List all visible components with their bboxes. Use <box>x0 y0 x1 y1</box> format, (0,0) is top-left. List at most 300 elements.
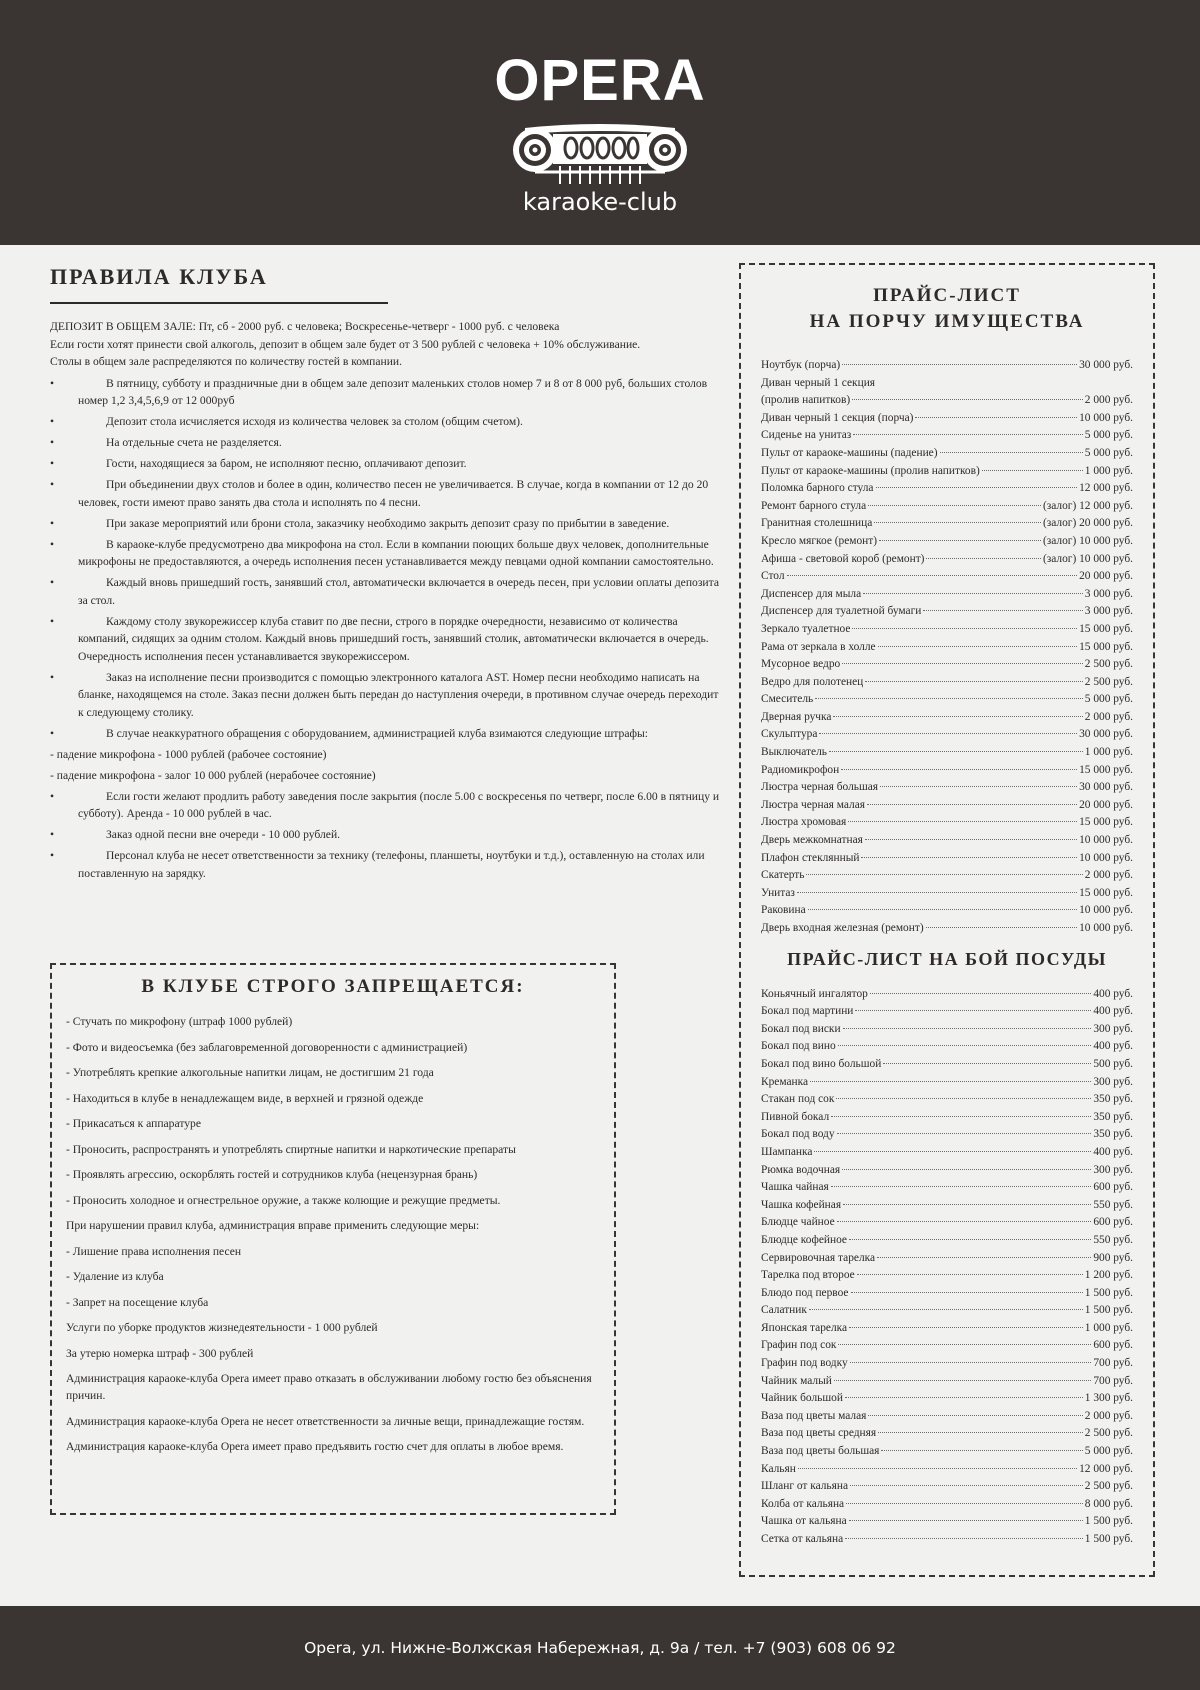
price-item-value: 1 200 руб. <box>1084 1269 1133 1282</box>
dot-leader <box>868 1415 1082 1416</box>
price-row <box>761 762 1133 780</box>
price-row <box>761 1038 1133 1056</box>
price-item-name: Бокал под вино большой <box>761 1057 882 1070</box>
price-row <box>761 639 1133 657</box>
rules-intro-line: Если гости хотят принести свой алкоголь, депозит в общем зале будет от 3 500 рублей с человека + 10% обслуживание. <box>50 337 641 351</box>
price-item-name: Плафон стеклянный <box>761 851 860 864</box>
price-item-value: 2 000 руб. <box>1084 1409 1133 1422</box>
dot-leader <box>926 927 1077 928</box>
price-item-name: Ремонт барного стула <box>761 499 867 512</box>
price-row <box>761 463 1133 481</box>
price-item-value: 400 руб. <box>1093 1040 1133 1053</box>
price-item-value: 400 руб. <box>1093 1005 1133 1018</box>
price-item-name: Рама от зеркала в холле <box>761 640 876 653</box>
dot-leader <box>868 505 1041 506</box>
dot-leader <box>855 1010 1091 1011</box>
price-row <box>761 691 1133 709</box>
dot-leader <box>851 1292 1083 1293</box>
price-item-value: 2 000 руб. <box>1084 394 1133 407</box>
price-row <box>761 1355 1133 1373</box>
dot-leader <box>881 1450 1082 1451</box>
price-item-name: Ведро для полотенец <box>761 675 864 688</box>
price-item-value: 500 руб. <box>1093 1057 1133 1070</box>
dot-leader <box>808 909 1077 910</box>
prohibited-item: - Запрет на посещение клуба <box>66 1295 209 1309</box>
price-item-value: 400 руб. <box>1093 987 1133 1000</box>
price-row <box>761 867 1133 885</box>
price-item-value: 15 000 руб. <box>1079 622 1133 635</box>
price-item-value: 600 руб. <box>1093 1216 1133 1229</box>
price-item-value: 30 000 руб. <box>1079 359 1133 371</box>
price-item-name: Скульптура <box>761 728 818 741</box>
dot-leader <box>883 1063 1091 1064</box>
dot-leader <box>845 1538 1083 1539</box>
dot-leader <box>819 733 1077 734</box>
price-row <box>761 375 1133 393</box>
price-row <box>761 1531 1133 1549</box>
price-item-name: Поломка барного стула <box>761 482 874 495</box>
prohibited-item: Администрация караоке-клуба Opera не несет ответственности за личные вещи, принадлежащие гостям. <box>66 1414 585 1428</box>
price-row <box>761 410 1133 428</box>
rules-list <box>50 375 720 883</box>
fine-item: - падение микрофона - залог 10 000 рублей (нерабочее состояние) <box>50 768 376 782</box>
price-row <box>761 1267 1133 1285</box>
price-row <box>761 1074 1133 1092</box>
prohibited-item: - Стучать по микрофону (штраф 1000 рублей) <box>66 1015 293 1028</box>
dot-leader <box>842 364 1077 365</box>
price-row <box>761 726 1133 744</box>
price-item-name: Пульт от караоке-машины (пролив напитков) <box>761 464 980 477</box>
price-item-value: 15 000 руб. <box>1079 816 1133 829</box>
price-row <box>761 885 1133 903</box>
price-item-name: Чашка от кальяна <box>761 1515 847 1528</box>
price-row <box>761 1337 1133 1355</box>
footer <box>0 1606 1200 1690</box>
price-item-name: Шампанка <box>761 1145 813 1158</box>
price-item-name: Раковина <box>761 904 806 917</box>
rule-item: • Заказ на исполнение песни производится с помощью электронного каталога AST. Номер песни необходимо написать на бланке, находящемся на столе. Заказ песни должен быть передан до наступления очереди, в противном случае очередь переходит к следующему столику. <box>50 669 720 722</box>
price-item-name: Выключатель <box>761 746 827 759</box>
dot-leader <box>861 857 1077 858</box>
price-item-name: Диспенсер для туалетной бумаги <box>761 605 922 618</box>
dot-leader <box>850 1362 1092 1363</box>
rules-intro <box>50 318 720 371</box>
header <box>0 0 1200 245</box>
dot-leader <box>926 558 1040 559</box>
price-row <box>761 1496 1133 1514</box>
price-row <box>761 480 1133 498</box>
price-item-name: (пролив напитков) <box>761 394 851 407</box>
price-item-value: 2 500 руб. <box>1084 1427 1133 1440</box>
price-item-value: 10 000 руб. <box>1079 904 1133 917</box>
price-item-name: Унитаз <box>761 886 795 899</box>
prohibited-item: Администрация караоке-клуба Opera имеет право предъявить гостю счет для оплаты в любое время. <box>66 1440 564 1453</box>
price-row <box>761 1109 1133 1127</box>
price-item-name: Колба от кальяна <box>761 1497 845 1510</box>
price-item-name: Диспенсер для мыла <box>761 587 862 600</box>
price-item-name: Чайник большой <box>761 1392 843 1405</box>
price-item-name: Мусорное ведро <box>761 658 841 671</box>
price-row <box>761 551 1133 569</box>
price-item-value: 5 000 руб. <box>1084 1445 1133 1458</box>
rule-item: • На отдельные счета не разделяется. <box>50 434 720 452</box>
prohibited-item: - Находиться в клубе в ненадлежащем виде, в верхней и грязной одежде <box>66 1091 424 1105</box>
price-property-title-line1: ПРАЙС-ЛИСТ <box>873 285 1021 306</box>
dot-leader <box>852 628 1077 629</box>
dot-leader <box>879 540 1041 541</box>
price-item-value: 3 000 руб. <box>1084 605 1133 618</box>
price-item-name: Графин под водку <box>761 1357 848 1370</box>
price-item-value: 1 000 руб. <box>1084 464 1133 477</box>
price-row <box>761 797 1133 815</box>
price-row <box>761 1179 1133 1197</box>
price-row <box>761 392 1133 410</box>
price-item-name: Афиша - световой короб (ремонт) <box>761 552 925 565</box>
price-item-name: Сервировочная тарелка <box>761 1251 876 1264</box>
price-item-value: 1 500 руб. <box>1084 1515 1133 1528</box>
dot-leader <box>848 821 1077 822</box>
prohibited-box <box>50 963 616 1515</box>
dot-leader <box>870 993 1091 994</box>
price-item-name: Ваза под цветы большая <box>761 1445 880 1458</box>
dot-leader <box>829 751 1083 752</box>
price-row <box>761 986 1133 1004</box>
price-item-value: (залог) 12 000 руб. <box>1042 499 1133 512</box>
price-item-name: Салатник <box>761 1304 807 1317</box>
price-item-name: Пивной бокал <box>761 1110 830 1123</box>
rule-item: • Каждый вновь пришедший гость, занявший стол, автоматически включается в очередь песен, при условии оплаты депозита за стол. <box>50 574 720 609</box>
price-row <box>761 568 1133 586</box>
price-item-name: Ноутбук (порча) <box>761 359 841 371</box>
dot-leader <box>940 452 1083 453</box>
price-row <box>761 1091 1133 1109</box>
rule-item: • Гости, находящиеся за баром, не исполняют песню, оплачивают депозит. <box>50 455 720 473</box>
prohibited-item: При нарушении правил клуба, администрация вправе применить следующие меры: <box>66 1219 480 1232</box>
dot-leader <box>850 1485 1083 1486</box>
price-row <box>761 1478 1133 1496</box>
price-row <box>761 850 1133 868</box>
price-item-name: Чайник малый <box>761 1374 832 1387</box>
dot-leader <box>865 839 1077 840</box>
price-item-value: 600 руб. <box>1093 1181 1133 1194</box>
price-row <box>761 1144 1133 1162</box>
price-item-value: 700 руб. <box>1093 1357 1133 1370</box>
price-row <box>761 1425 1133 1443</box>
price-dishes-list <box>761 986 1133 1549</box>
dot-leader <box>982 470 1083 471</box>
price-item-value: 10 000 руб. <box>1079 411 1133 424</box>
price-item-value: 1 000 руб. <box>1084 1321 1133 1334</box>
price-row <box>761 902 1133 920</box>
price-row <box>761 814 1133 832</box>
price-item-name: Графин под сок <box>761 1339 837 1352</box>
rules-title-underline <box>50 302 388 304</box>
dot-leader <box>836 1098 1091 1099</box>
dot-leader <box>810 1081 1091 1082</box>
rule-item: • Если гости желают продлить работу заведения после закрытия (после 5.00 с воскресенья по четверг, после 6.00 в пятницу и субботу). Аренда - 10 000 рублей в час. <box>50 788 720 823</box>
price-list-box <box>739 263 1155 1577</box>
price-item-value: 15 000 руб. <box>1079 640 1133 653</box>
price-item-value: 400 руб. <box>1093 1145 1133 1158</box>
price-item-value: 350 руб. <box>1093 1110 1133 1123</box>
dot-leader <box>877 1257 1091 1258</box>
dot-leader <box>842 1169 1091 1170</box>
dot-leader <box>798 1468 1077 1469</box>
dot-leader <box>876 487 1078 488</box>
price-item-value: 350 руб. <box>1093 1093 1133 1106</box>
price-row <box>761 1126 1133 1144</box>
rule-item: • При заказе мероприятий или брони стола, заказчику необходимо закрыть депозит сразу по прибытии в заведение. <box>50 515 720 533</box>
prohibited-item: - Удаление из клуба <box>66 1270 164 1283</box>
price-item-value: 15 000 руб. <box>1079 763 1133 776</box>
price-item-value: (залог) 20 000 руб. <box>1042 517 1133 530</box>
dot-leader <box>838 1344 1091 1345</box>
price-row <box>761 1197 1133 1215</box>
dot-leader <box>843 1028 1092 1029</box>
prohibited-title: В КЛУБЕ СТРОГО ЗАПРЕЩАЕТСЯ: <box>141 976 525 997</box>
price-dishes-title: ПРАЙС-ЛИСТ НА БОЙ ПОСУДЫ <box>787 948 1107 969</box>
dot-leader <box>841 769 1077 770</box>
price-row <box>761 656 1133 674</box>
price-item-name: Диван черный 1 секция <box>761 376 876 389</box>
logo-subtitle: karaoke-club <box>522 188 678 216</box>
price-item-name: Стакан под сок <box>761 1093 835 1106</box>
rules-intro-line: ДЕПОЗИТ В ОБЩЕМ ЗАЛЕ: Пт, сб - 2000 руб. с человека; Воскресенье-четверг - 1000 руб. с человека <box>50 320 560 333</box>
price-item-name: Кальян <box>761 1462 796 1475</box>
price-item-name: Радиомикрофон <box>761 763 840 776</box>
price-item-value: 600 руб. <box>1093 1339 1133 1352</box>
price-item-value: 10 000 руб. <box>1079 851 1133 864</box>
price-item-name: Стол <box>761 570 785 583</box>
price-row <box>761 603 1133 621</box>
dot-leader <box>833 716 1082 717</box>
prohibited-item: - Лишение права исполнения песен <box>66 1244 242 1258</box>
price-row <box>761 1021 1133 1039</box>
price-item-value: 1 500 руб. <box>1084 1286 1133 1299</box>
price-row <box>761 515 1133 533</box>
price-row <box>761 533 1133 551</box>
price-row <box>761 621 1133 639</box>
price-item-name: Бокал под вино <box>761 1040 836 1053</box>
dot-leader <box>846 1503 1083 1504</box>
dot-leader <box>878 646 1077 647</box>
prohibited-item: - Проносить холодное и огнестрельное оружие, а также колющие и режущие предметы. <box>66 1193 501 1207</box>
price-item-value: 2 500 руб. <box>1084 658 1133 671</box>
price-row <box>761 832 1133 850</box>
price-item-value: 15 000 руб. <box>1079 886 1133 899</box>
price-row <box>761 357 1133 375</box>
price-item-value: 300 руб. <box>1093 1022 1133 1035</box>
price-item-value: 1 500 руб. <box>1084 1533 1133 1545</box>
dot-leader <box>842 663 1083 664</box>
prohibited-item: За утерю номерка штраф - 300 рублей <box>66 1346 254 1360</box>
dot-leader <box>834 1380 1091 1381</box>
dot-leader <box>837 1221 1092 1222</box>
price-item-name: Ваза под цветы средняя <box>761 1427 877 1440</box>
price-row <box>761 1003 1133 1021</box>
dot-leader <box>849 1239 1091 1240</box>
price-item-value: 1 500 руб. <box>1084 1304 1133 1317</box>
price-item-value: 10 000 руб. <box>1079 834 1133 847</box>
dot-leader <box>838 1045 1092 1046</box>
dot-leader <box>853 434 1082 435</box>
rules-section <box>50 262 720 886</box>
fine-item: - падение микрофона - 1000 рублей (рабочее состояние) <box>50 747 327 761</box>
price-item-value: 350 руб. <box>1093 1128 1133 1141</box>
rule-item: • Каждому столу звукорежиссер клуба ставит по две песни, строго в порядке очередности, независимо от количества компаний, сидящих за одним столом. Каждый вновь пришедший гость, занявший столик, автоматически включается в очередь. Очередность исполнения песен устанавливается звукорежиссером. <box>50 613 720 666</box>
prohibited-item: - Прикасаться к аппаратуре <box>66 1117 201 1130</box>
price-item-name: Люстра черная малая <box>761 798 865 811</box>
rules-title: ПРАВИЛА КЛУБА <box>50 264 268 289</box>
price-row <box>761 709 1133 727</box>
price-item-name: Сиденье на унитаз <box>761 429 852 442</box>
price-row <box>761 1390 1133 1408</box>
price-item-value: 550 руб. <box>1093 1233 1133 1246</box>
rule-item: • Персонал клуба не несет ответственности за технику (телефоны, планшеты, ноутбуки и т.д.), оставленную на столах или поставленную на зарядку. <box>50 847 720 882</box>
prohibited-item: Администрация караоке-клуба Opera имеет право отказать в обслуживании любому гостю без объяснения причин. <box>66 1372 592 1402</box>
price-row <box>761 1461 1133 1479</box>
price-item-name: Пульт от караоке-машины (падение) <box>761 446 938 459</box>
price-item-name: Рюмка водочная <box>761 1163 841 1176</box>
dot-leader <box>863 593 1083 594</box>
dot-leader <box>809 1309 1083 1310</box>
price-row <box>761 1056 1133 1074</box>
price-item-name: Блюдо под первое <box>761 1286 849 1299</box>
price-row <box>761 779 1133 797</box>
price-item-value: 8 000 руб. <box>1084 1497 1133 1510</box>
dot-leader <box>915 417 1077 418</box>
rule-item: • Депозит стола исчисляется исходя из количества человек за столом (общим счетом). <box>50 413 720 431</box>
dot-leader <box>878 1432 1083 1433</box>
price-item-name: Люстра хромовая <box>761 816 847 829</box>
price-item-name: Тарелка под второе <box>761 1269 855 1282</box>
prohibited-item: - Употреблять крепкие алкогольные напитки лицам, не достигшим 21 года <box>66 1066 434 1079</box>
price-item-value: 2 500 руб. <box>1084 1480 1133 1493</box>
ionic-column-capital-icon <box>505 118 695 186</box>
price-property-list <box>761 357 1133 938</box>
price-item-name: Дверная ручка <box>761 710 832 723</box>
prohibited-item: - Проносить, распространять и употреблять спиртные напитки и наркотические препараты <box>66 1142 516 1156</box>
price-row <box>761 1513 1133 1531</box>
dot-leader <box>880 786 1077 787</box>
price-item-name: Люстра черная большая <box>761 781 879 794</box>
price-item-name: Смеситель <box>761 693 814 706</box>
price-item-name: Ваза под цветы малая <box>761 1409 867 1422</box>
logo-title: OPERA <box>494 48 706 113</box>
price-item-value: 5 000 руб. <box>1084 446 1133 459</box>
price-item-value: (залог) 10 000 руб. <box>1042 552 1133 565</box>
price-item-name: Коньячный ингалятор <box>761 987 868 1000</box>
prohibited-item: - Проявлять агрессию, оскорблять гостей и сотрудников клуба (нецензурная брань) <box>66 1168 478 1181</box>
price-item-value: 2 000 руб. <box>1084 869 1133 882</box>
price-row <box>761 586 1133 604</box>
price-row <box>761 920 1133 938</box>
rules-intro-line: Столы в общем зале распределяются по количеству гостей в компании. <box>50 355 403 368</box>
price-item-name: Сетка от кальяна <box>761 1533 844 1545</box>
dot-leader <box>837 1133 1092 1134</box>
price-item-value: 30 000 руб. <box>1079 728 1133 741</box>
dot-leader <box>865 681 1083 682</box>
price-row <box>761 445 1133 463</box>
price-item-name: Бокал под мартини <box>761 1005 854 1018</box>
dot-leader <box>797 892 1077 893</box>
prohibited-item: Услуги по уборке продуктов жизнедеятельности - 1 000 рублей <box>66 1321 378 1334</box>
price-item-name: Бокал под виски <box>761 1022 841 1035</box>
price-item-name: Креманка <box>761 1075 809 1088</box>
price-item-value: 12 000 руб. <box>1079 1462 1133 1475</box>
price-row <box>761 674 1133 692</box>
price-row <box>761 1443 1133 1461</box>
price-item-value: 12 000 руб. <box>1079 482 1133 495</box>
price-item-value: 1 300 руб. <box>1084 1392 1133 1405</box>
price-item-value: 550 руб. <box>1093 1198 1133 1211</box>
price-item-value: 700 руб. <box>1093 1374 1133 1387</box>
price-row <box>761 1232 1133 1250</box>
price-item-name: Дверь входная железная (ремонт) <box>761 922 924 934</box>
footer-address: Opera, ул. Нижне-Волжская Набережная, д. 9а / тел. +7 (903) 608 06 92 <box>304 1639 896 1657</box>
rule-item: • В случае неаккуратного обращения с оборудованием, администрацией клуба взимаются следующие штрафы: <box>50 725 720 743</box>
price-item-name: Блюдце кофейное <box>761 1233 847 1246</box>
dot-leader <box>806 874 1082 875</box>
price-row <box>761 1250 1133 1268</box>
price-row <box>761 744 1133 762</box>
price-item-name: Гранитная столешница <box>761 517 873 530</box>
price-item-value: 20 000 руб. <box>1079 798 1133 811</box>
price-item-name: Чашка кофейная <box>761 1198 842 1211</box>
dot-leader <box>814 1151 1091 1152</box>
price-property-title-line2: НА ПОРЧУ ИМУЩЕСТВА <box>809 311 1085 332</box>
rule-item: • В пятницу, субботу и праздничные дни в общем зале депозит маленьких столов номер 7 и 8 от 8 000 руб, больших столов номер 1,2 3,4,5,6,9 от 12 000руб <box>50 375 720 410</box>
price-item-value: 10 000 руб. <box>1079 922 1133 934</box>
dot-leader <box>852 399 1083 400</box>
price-item-value: 300 руб. <box>1093 1163 1133 1176</box>
prohibited-list <box>66 1013 600 1455</box>
price-row <box>761 1320 1133 1338</box>
dot-leader <box>831 1116 1091 1117</box>
dot-leader <box>849 1327 1083 1328</box>
price-item-name: Шланг от кальяна <box>761 1480 849 1493</box>
price-item-name: Диван черный 1 секция (порча) <box>761 411 914 424</box>
price-row <box>761 1373 1133 1391</box>
price-row <box>761 427 1133 445</box>
dot-leader <box>857 1274 1083 1275</box>
rule-item: • При объединении двух столов и более в один, количество песен не увеличивается. В случае, когда в компании от 12 до 20 человек, гости имеют право занять два стола и исполнять по 4 песни. <box>50 476 720 511</box>
price-row <box>761 1162 1133 1180</box>
price-item-name: Чашка чайная <box>761 1181 829 1194</box>
price-item-value: 5 000 руб. <box>1084 693 1133 706</box>
dot-leader <box>923 610 1082 611</box>
price-item-name: Бокал под воду <box>761 1128 835 1141</box>
price-item-value: 20 000 руб. <box>1079 570 1133 583</box>
dot-leader <box>849 1520 1083 1521</box>
price-item-name: Кресло мягкое (ремонт) <box>761 534 878 547</box>
dot-leader <box>874 522 1041 523</box>
price-item-value: 5 000 руб. <box>1084 429 1133 442</box>
price-item-name: Блюдце чайное <box>761 1216 835 1229</box>
price-row <box>761 1214 1133 1232</box>
price-item-value: 900 руб. <box>1093 1251 1133 1264</box>
price-item-value: 2 500 руб. <box>1084 675 1133 688</box>
price-row <box>761 1302 1133 1320</box>
price-row <box>761 1285 1133 1303</box>
price-item-value: 300 руб. <box>1093 1075 1133 1088</box>
price-item-value: 3 000 руб. <box>1084 587 1133 600</box>
price-item-value: 2 000 руб. <box>1084 710 1133 723</box>
price-item-value: (залог) 10 000 руб. <box>1042 534 1133 547</box>
price-item-name: Дверь межкомнатная <box>761 834 863 847</box>
dot-leader <box>867 804 1077 805</box>
dot-leader <box>815 698 1083 699</box>
